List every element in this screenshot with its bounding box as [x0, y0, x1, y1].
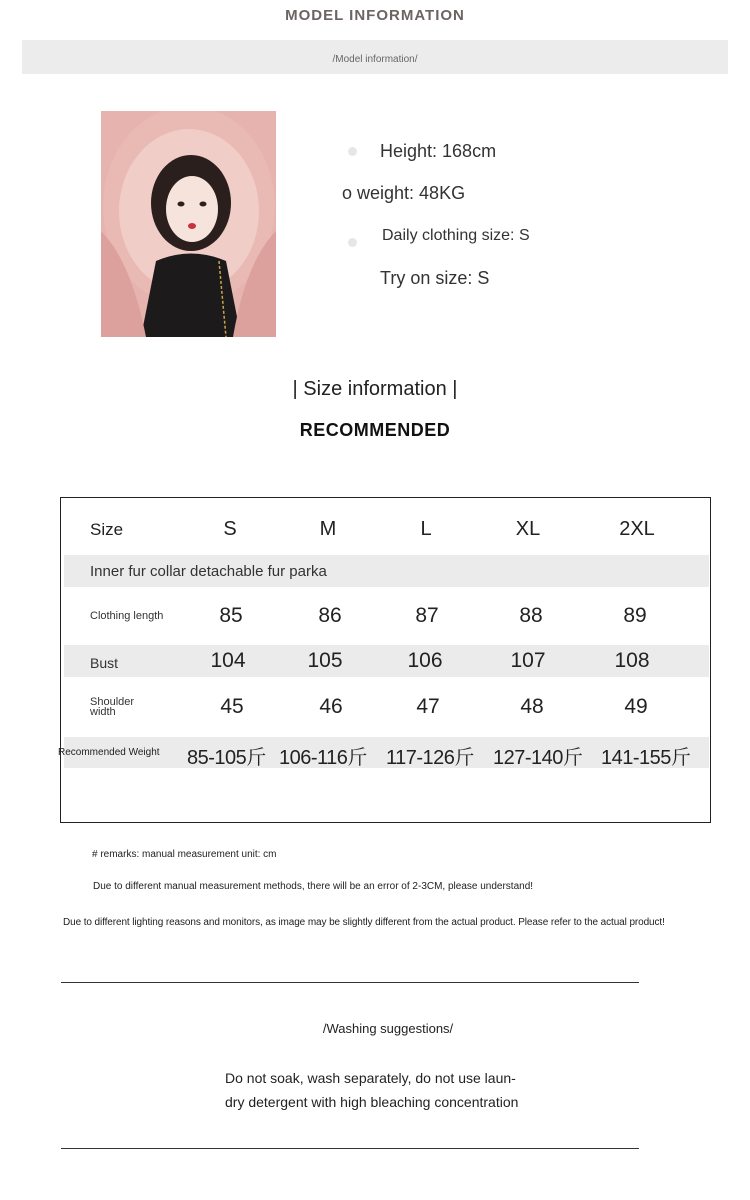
washing-text [225, 1066, 545, 1114]
size-header: M [319, 518, 337, 540]
table-cell: 141-155斤 [601, 747, 691, 769]
table-cell: 85-105斤 [187, 747, 266, 769]
size-header: L [420, 518, 432, 540]
table-cell: 86 [318, 604, 342, 627]
model-photo [101, 111, 276, 337]
size-header: S [223, 518, 237, 540]
size-header: 2XL [619, 518, 655, 540]
model-try-on-size: Try on size: S [380, 268, 490, 288]
table-cell: 47 [416, 695, 440, 718]
table-cell: 117-126斤 [386, 747, 474, 769]
size-header: XL [515, 518, 541, 540]
table-cell: 87 [415, 604, 439, 627]
row-label-shoulder-width [90, 697, 134, 717]
table-cell: 106-116斤 [279, 747, 367, 769]
table-cell: 107 [510, 649, 546, 672]
table-cell: 48 [520, 695, 544, 718]
table-cell: 105 [307, 649, 343, 672]
model-information-title: MODEL INFORMATION [285, 7, 465, 24]
model-weight: o weight: 48KG [342, 183, 466, 203]
divider-bottom [61, 1148, 639, 1149]
table-cell: 45 [220, 695, 244, 718]
size-information-title: | Size information | [292, 378, 458, 400]
row-label-shoulder: Shoulder [90, 696, 135, 708]
remark-measurement-error: Due to different manual measurement methods, there will be an error of 2-3CM, please understand! [93, 881, 534, 892]
table-cell: 46 [319, 695, 343, 718]
model-subtitle: /Model information/ [332, 54, 418, 65]
product-name: Inner fur collar detachable fur parka [90, 563, 327, 580]
table-cell: 127-140斤 [493, 747, 583, 769]
row-label-clothing-length: Clothing length [90, 610, 164, 622]
table-cell: 85 [219, 604, 243, 627]
row-label-bust: Bust [90, 655, 119, 671]
row-label-width: width [90, 706, 116, 718]
table-cell: 89 [623, 604, 647, 627]
washing-title: /Washing suggestions/ [322, 1021, 454, 1036]
washing-line-2: dry detergent with high bleaching concentration [225, 1094, 519, 1110]
table-cell: 106 [407, 649, 443, 672]
row-label-recommended-weight: Recommended Weight [58, 747, 160, 758]
size-header-label: Size [90, 520, 124, 539]
remark-lighting: Due to different lighting reasons and monitors, as image may be slightly different from the actual product. Please refer to the actual product! [63, 917, 665, 928]
model-daily-size: Daily clothing size: S [382, 227, 530, 244]
divider-top [61, 982, 639, 983]
table-cell: 108 [614, 649, 650, 672]
table-cell: 49 [624, 695, 648, 718]
remark-unit: # remarks: manual measurement unit: cm [92, 849, 277, 860]
table-cell: 104 [210, 649, 246, 672]
washing-line-1: Do not soak, wash separately, do not use laun- [225, 1070, 516, 1086]
model-height: Height: 168cm [380, 141, 497, 161]
table-cell: 88 [519, 604, 543, 627]
bullet-dot [348, 147, 357, 156]
model-photo-illustration [101, 111, 276, 337]
recommended-heading: RECOMMENDED [299, 420, 451, 440]
bullet-dot [348, 238, 357, 247]
